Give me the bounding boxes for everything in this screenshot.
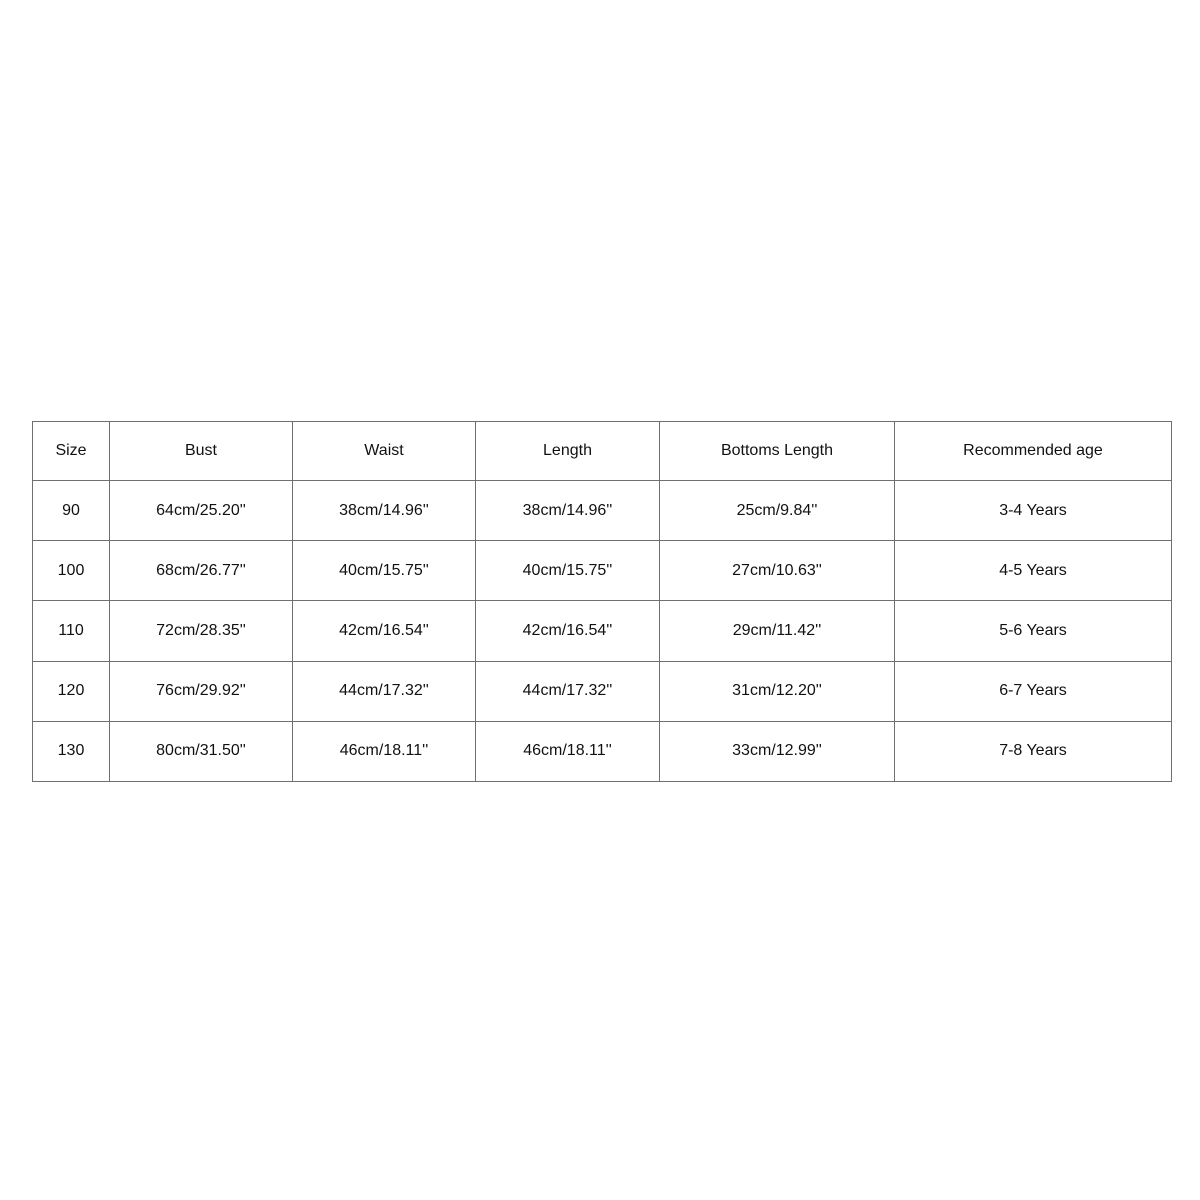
cell-length: 44cm/17.32'' (476, 661, 660, 721)
cell-size: 120 (33, 661, 110, 721)
header-waist: Waist (293, 422, 476, 481)
header-recommended-age: Recommended age (895, 422, 1172, 481)
cell-length: 40cm/15.75'' (476, 541, 660, 601)
cell-bottoms-length: 31cm/12.20'' (660, 661, 895, 721)
table-row (33, 661, 1172, 721)
cell-recommended-age: 7-8 Years (895, 721, 1172, 781)
cell-length: 46cm/18.11'' (476, 721, 660, 781)
header-bust: Bust (110, 422, 293, 481)
size-chart-table (32, 421, 1172, 782)
cell-size: 90 (33, 481, 110, 541)
cell-length: 38cm/14.96'' (476, 481, 660, 541)
cell-bust: 80cm/31.50'' (110, 721, 293, 781)
cell-waist: 44cm/17.32'' (293, 661, 476, 721)
cell-waist: 40cm/15.75'' (293, 541, 476, 601)
header-size: Size (33, 422, 110, 481)
cell-size: 130 (33, 721, 110, 781)
cell-size: 110 (33, 601, 110, 661)
cell-bust: 76cm/29.92'' (110, 661, 293, 721)
table-row (33, 541, 1172, 601)
cell-waist: 46cm/18.11'' (293, 721, 476, 781)
cell-waist: 42cm/16.54'' (293, 601, 476, 661)
header-bottoms-length: Bottoms Length (660, 422, 895, 481)
cell-size: 100 (33, 541, 110, 601)
cell-bust: 68cm/26.77'' (110, 541, 293, 601)
cell-bust: 72cm/28.35'' (110, 601, 293, 661)
header-length: Length (476, 422, 660, 481)
cell-waist: 38cm/14.96'' (293, 481, 476, 541)
table-row (33, 721, 1172, 781)
cell-bust: 64cm/25.20'' (110, 481, 293, 541)
cell-recommended-age: 5-6 Years (895, 601, 1172, 661)
cell-bottoms-length: 33cm/12.99'' (660, 721, 895, 781)
table-row (33, 601, 1172, 661)
table-header-row (33, 422, 1172, 481)
cell-recommended-age: 4-5 Years (895, 541, 1172, 601)
cell-bottoms-length: 27cm/10.63'' (660, 541, 895, 601)
cell-recommended-age: 6-7 Years (895, 661, 1172, 721)
cell-length: 42cm/16.54'' (476, 601, 660, 661)
cell-recommended-age: 3-4 Years (895, 481, 1172, 541)
cell-bottoms-length: 25cm/9.84'' (660, 481, 895, 541)
table-row (33, 481, 1172, 541)
cell-bottoms-length: 29cm/11.42'' (660, 601, 895, 661)
